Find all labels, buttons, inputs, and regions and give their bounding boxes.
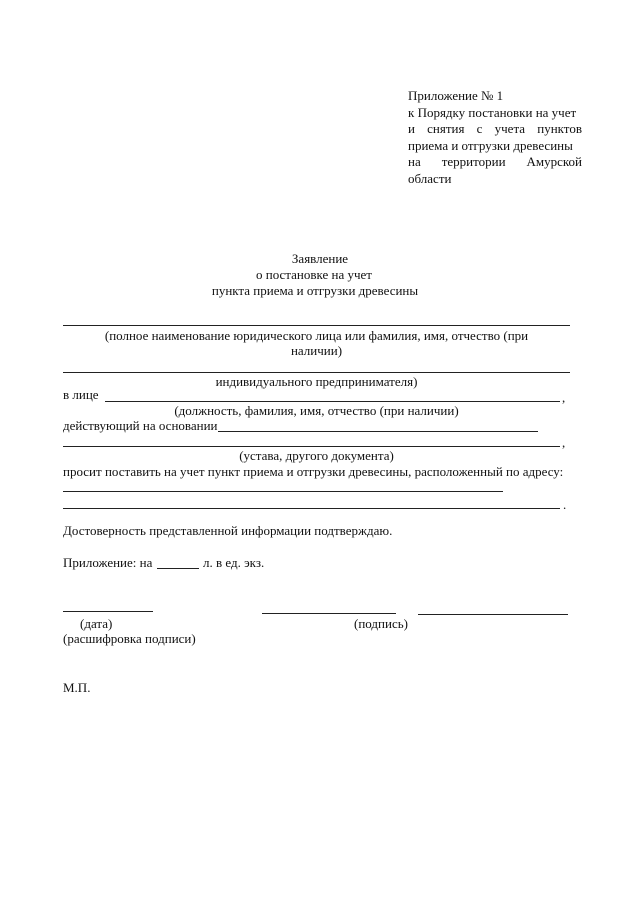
- document-subtitle: пункта приема и отгрузки древесины: [211, 283, 419, 298]
- period: .: [563, 497, 567, 512]
- acting-basis-input-line[interactable]: [218, 431, 538, 432]
- stamp-place: М.П.: [63, 680, 91, 695]
- document-subtitle: о постановке на учет: [256, 267, 372, 282]
- appendix-line: области: [408, 170, 452, 186]
- decoding-input-line[interactable]: [418, 614, 568, 615]
- charter-hint: (устава, другого документа): [239, 448, 394, 463]
- attachment-pages-input-line[interactable]: [157, 568, 199, 569]
- in-person-input-line[interactable]: [105, 401, 560, 402]
- acting-basis-label: действующий на основании: [63, 418, 218, 433]
- name-input-line[interactable]: [63, 325, 570, 326]
- date-input-line[interactable]: [63, 611, 153, 612]
- signature-input-line[interactable]: [262, 613, 396, 614]
- appendix-number: Приложение № 1: [408, 88, 504, 103]
- signature-decoding-label: (расшифровка подписи): [63, 631, 196, 646]
- attachment-label: Приложение: на: [63, 555, 153, 570]
- attachment-suffix: л. в ед. экз.: [203, 555, 265, 570]
- position-hint: (должность, фамилия, имя, отчество (при наличии): [174, 403, 459, 418]
- address-input-line-2[interactable]: [63, 508, 560, 509]
- appendix-line-justified: на территории Амурской: [408, 154, 582, 169]
- comma: ,: [562, 390, 566, 405]
- request-text: просит поставить на учет пункт приема и отгрузки древесины, расположенный по адресу:: [63, 464, 564, 479]
- name-hint-continued: наличии): [290, 343, 343, 358]
- in-person-label: в лице: [63, 387, 99, 402]
- appendix-line-justified: и снятия с учета пунктов: [408, 121, 582, 136]
- signature-label: (подпись): [354, 616, 408, 631]
- date-label: (дата): [80, 616, 113, 631]
- appendix-header: [408, 88, 582, 187]
- confirmation-text: Достоверность представленной информации подтверждаю.: [63, 523, 393, 538]
- comma: ,: [562, 435, 566, 450]
- address-input-line[interactable]: [63, 491, 503, 492]
- appendix-line: к Порядку постановки на учет: [408, 104, 577, 120]
- appendix-line: приема и отгрузки древесины: [408, 137, 573, 153]
- entrepreneur-hint: индивидуального предпринимателя): [215, 374, 418, 389]
- entrepreneur-input-line[interactable]: [63, 372, 570, 373]
- name-hint: (полное наименование юридического лица или фамилия, имя, отчество (при: [104, 328, 529, 343]
- basis-input-line[interactable]: [63, 446, 560, 447]
- document-title: Заявление: [291, 251, 349, 266]
